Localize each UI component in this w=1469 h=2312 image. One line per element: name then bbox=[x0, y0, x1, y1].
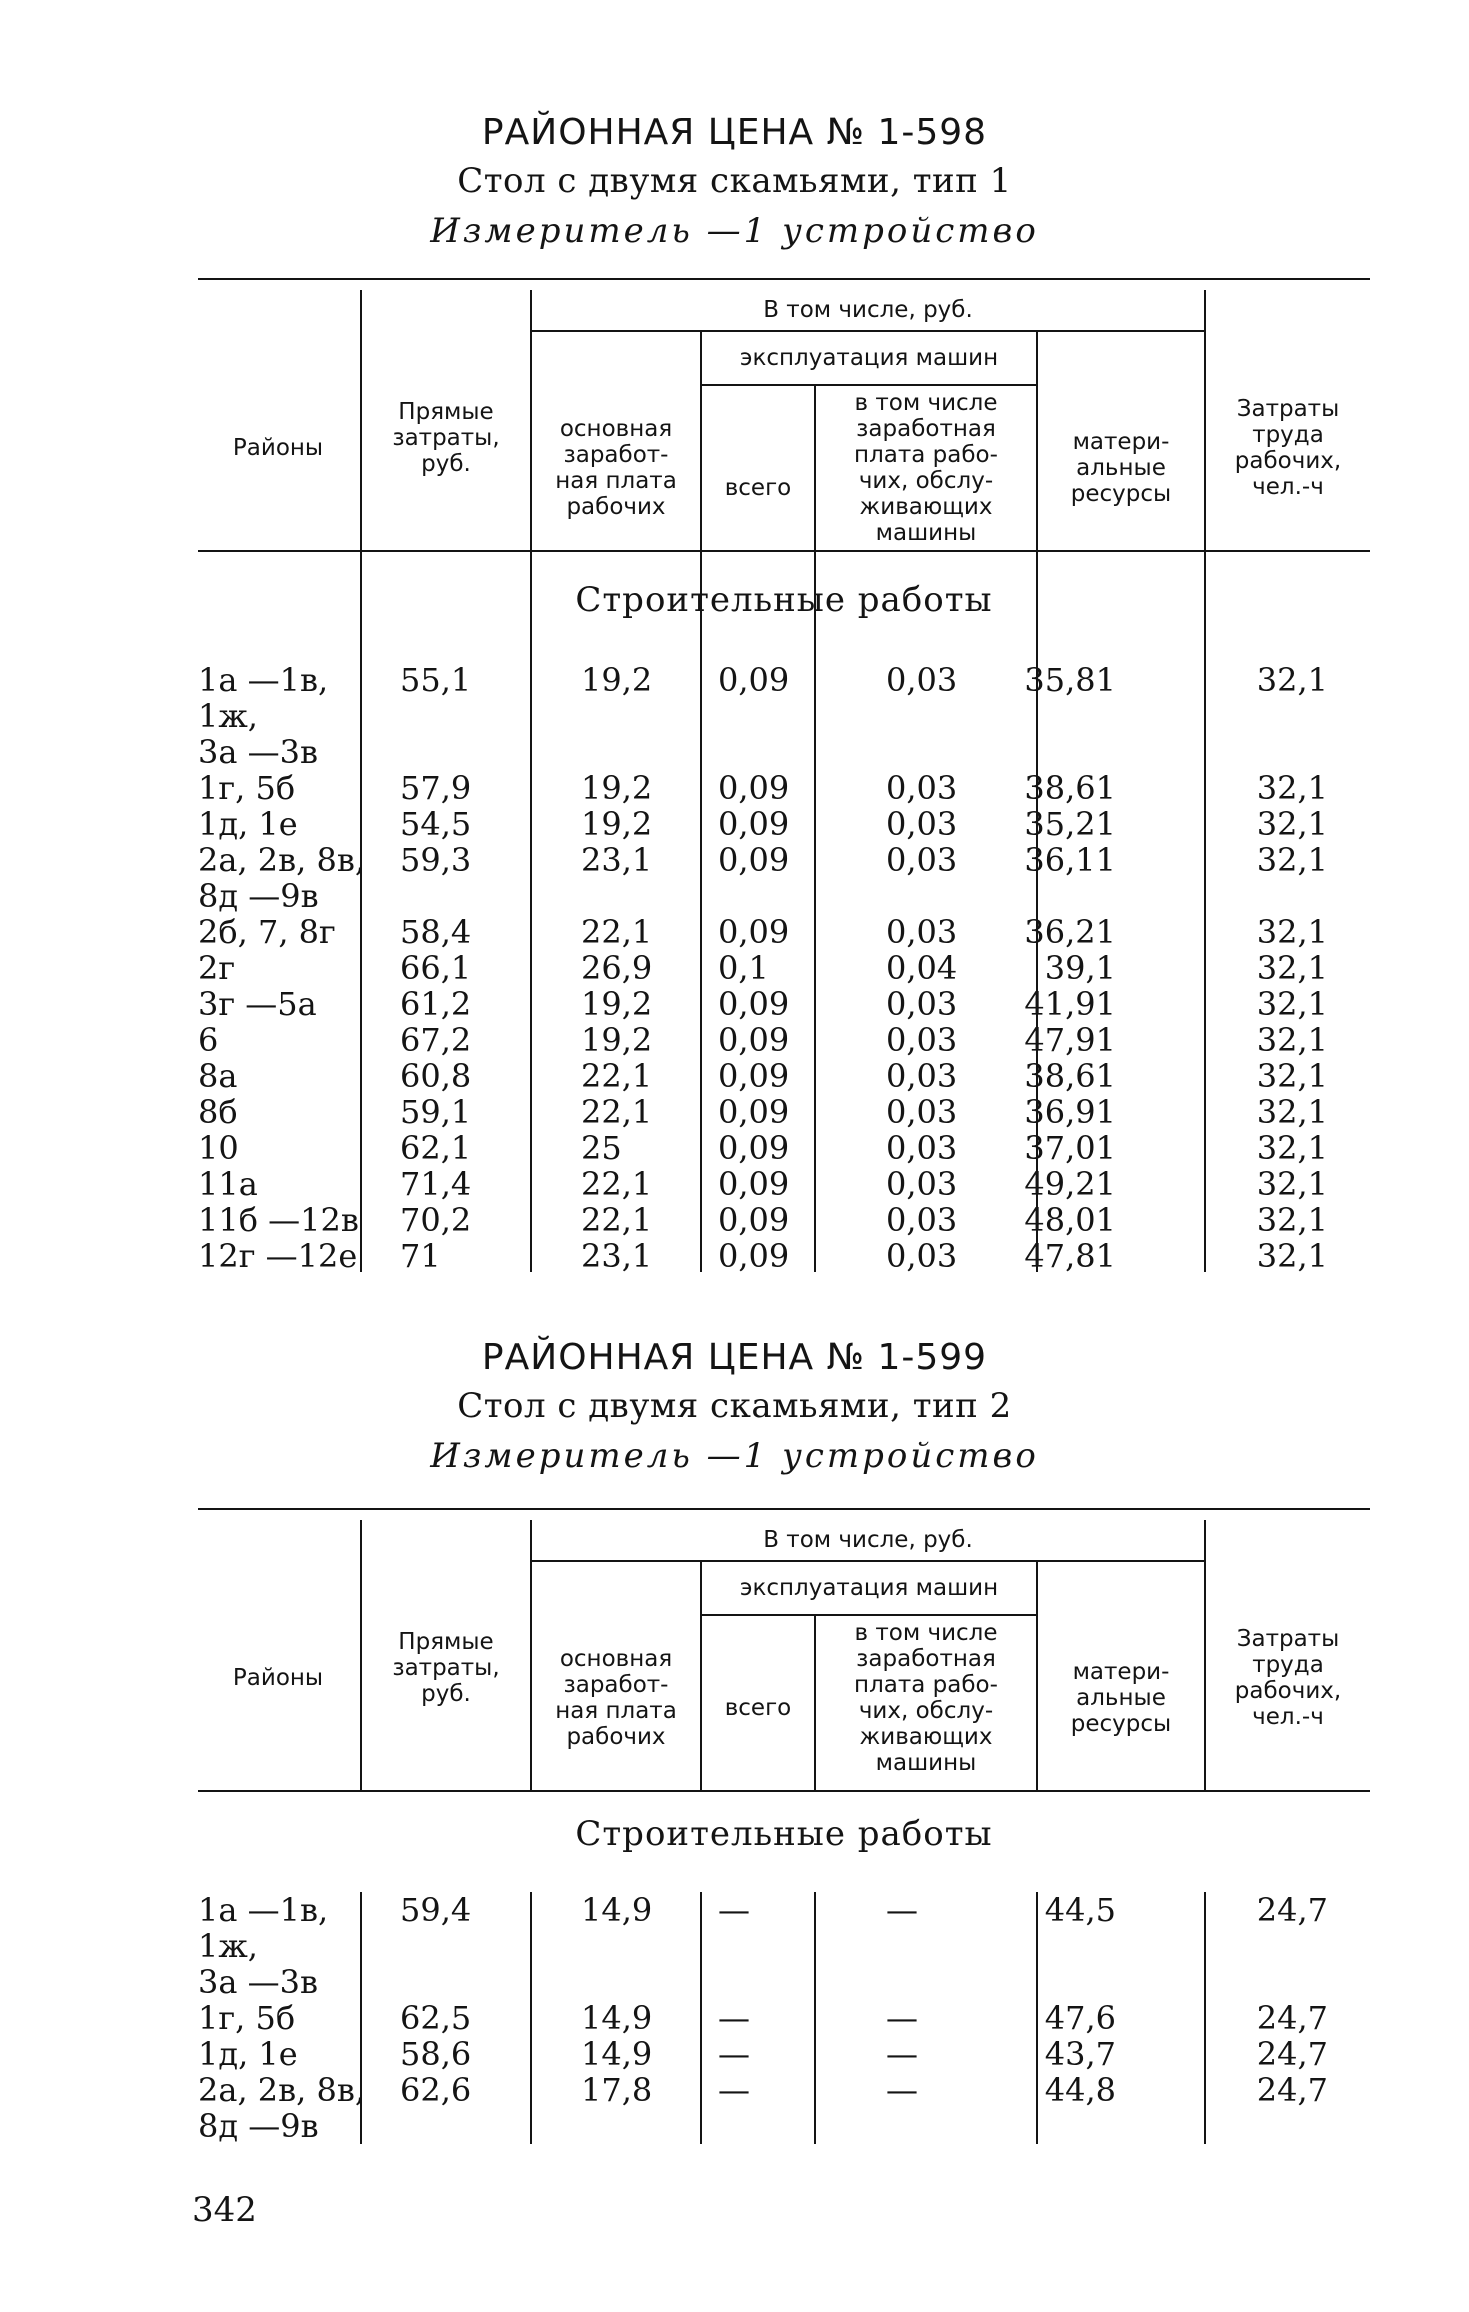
machines-total-cell: 0,09 bbox=[718, 661, 790, 699]
wage-cell: 19,2 bbox=[581, 769, 653, 807]
wage-cell: 23,1 bbox=[581, 841, 653, 879]
labor-cell: 32,1 bbox=[1256, 661, 1328, 699]
region-cell: 8д —9в bbox=[198, 2107, 319, 2145]
region-cell: 8б bbox=[198, 1093, 238, 1131]
machines-total-cell: — bbox=[718, 2071, 750, 2109]
machines-wage-cell: 0,03 bbox=[886, 661, 958, 699]
labor-cell: 32,1 bbox=[1256, 769, 1328, 807]
table-row bbox=[198, 770, 1370, 806]
wage-cell: 14,9 bbox=[581, 2035, 653, 2073]
table-row bbox=[198, 914, 1370, 950]
machines-underline bbox=[702, 384, 1036, 386]
table-row bbox=[198, 806, 1370, 842]
machines-wage-cell: — bbox=[886, 2071, 918, 2109]
wage-cell: 19,2 bbox=[581, 661, 653, 699]
machines-total-cell: 0,09 bbox=[718, 1201, 790, 1239]
region-cell: 1г, 5б bbox=[198, 1999, 296, 2037]
materials-cell: 48,01 bbox=[1024, 1201, 1116, 1239]
direct-cost-cell: 59,4 bbox=[400, 1891, 472, 1929]
price2-section-title: Строительные работы bbox=[575, 1814, 993, 1854]
materials-cell: 44,8 bbox=[1044, 2071, 1116, 2109]
materials-cell: 35,81 bbox=[1024, 661, 1116, 699]
labor-cell: 32,1 bbox=[1256, 985, 1328, 1023]
direct-cost-cell: 58,4 bbox=[400, 913, 472, 951]
wage-cell: 22,1 bbox=[581, 1201, 653, 1239]
table-row bbox=[198, 662, 1370, 698]
materials-cell: 47,81 bbox=[1024, 1237, 1116, 1275]
direct-cost-cell: 71 bbox=[400, 1237, 441, 1275]
price1-rows bbox=[198, 662, 1370, 1274]
materials-cell: 44,5 bbox=[1044, 1891, 1116, 1929]
table-row bbox=[198, 2036, 1370, 2072]
page-number: 342 bbox=[192, 2190, 257, 2230]
region-cell: 2а, 2в, 8в, bbox=[198, 841, 366, 879]
header-wage: основная заработ- ная плата рабочих bbox=[555, 1646, 677, 1750]
header-including: В том числе, руб. bbox=[763, 297, 973, 323]
table-row bbox=[198, 698, 1370, 734]
table-row bbox=[198, 986, 1370, 1022]
region-cell: 1а —1в, bbox=[198, 661, 329, 699]
machines-total-cell: 0,1 bbox=[718, 949, 769, 987]
machines-wage-cell: 0,03 bbox=[886, 1093, 958, 1131]
direct-cost-cell: 67,2 bbox=[400, 1021, 472, 1059]
materials-cell: 47,6 bbox=[1044, 1999, 1116, 2037]
price1-title: РАЙОННАЯ ЦЕНА № 1-598 bbox=[481, 112, 988, 153]
materials-cell: 38,61 bbox=[1024, 769, 1116, 807]
price2-title: РАЙОННАЯ ЦЕНА № 1-599 bbox=[481, 1337, 988, 1378]
header-bottom-rule bbox=[198, 550, 1370, 552]
incl-underline bbox=[532, 1560, 1204, 1562]
table-row bbox=[198, 1094, 1370, 1130]
header-machines: эксплуатация машин bbox=[739, 345, 999, 371]
price1-measure: Измеритель —1 устройство bbox=[430, 211, 1039, 251]
region-cell: 12г —12е bbox=[198, 1237, 358, 1275]
materials-cell: 37,01 bbox=[1024, 1129, 1116, 1167]
machines-total-cell: 0,09 bbox=[718, 985, 790, 1023]
direct-cost-cell: 59,1 bbox=[400, 1093, 472, 1131]
header-labor: Затраты труда рабочих, чел.-ч bbox=[1234, 1626, 1342, 1730]
price2-subtitle: Стол с двумя скамьями, тип 2 bbox=[457, 1386, 1012, 1426]
direct-cost-cell: 58,6 bbox=[400, 2035, 472, 2073]
table-row bbox=[198, 734, 1370, 770]
wage-cell: 19,2 bbox=[581, 1021, 653, 1059]
machines-wage-cell: — bbox=[886, 1999, 918, 2037]
machines-wage-cell: 0,03 bbox=[886, 805, 958, 843]
labor-cell: 32,1 bbox=[1256, 1021, 1328, 1059]
direct-cost-cell: 66,1 bbox=[400, 949, 472, 987]
header-materials: матери- альные ресурсы bbox=[1070, 1659, 1172, 1737]
machines-total-cell: 0,09 bbox=[718, 1057, 790, 1095]
machines-wage-cell: 0,03 bbox=[886, 913, 958, 951]
table-row bbox=[198, 842, 1370, 878]
header-machines-total: всего bbox=[724, 1695, 792, 1721]
header-regions: Районы bbox=[232, 1665, 324, 1691]
header-materials: матери- альные ресурсы bbox=[1070, 429, 1172, 507]
wage-cell: 14,9 bbox=[581, 1999, 653, 2037]
price2-measure: Измеритель —1 устройство bbox=[430, 1436, 1039, 1476]
direct-cost-cell: 70,2 bbox=[400, 1201, 472, 1239]
price2-rows bbox=[198, 1892, 1370, 2144]
machines-total-cell: 0,09 bbox=[718, 1165, 790, 1203]
machines-wage-cell: 0,03 bbox=[886, 1201, 958, 1239]
header-machines-total: всего bbox=[724, 475, 792, 501]
table-row bbox=[198, 1238, 1370, 1274]
direct-cost-cell: 62,6 bbox=[400, 2071, 472, 2109]
region-cell: 3а —3в bbox=[198, 1963, 318, 2001]
direct-cost-cell: 62,5 bbox=[400, 1999, 472, 2037]
materials-cell: 47,91 bbox=[1024, 1021, 1116, 1059]
table-row bbox=[198, 2108, 1370, 2144]
header-wage: основная заработ- ная плата рабочих bbox=[555, 416, 677, 520]
machines-total-cell: 0,09 bbox=[718, 1021, 790, 1059]
table-top-rule bbox=[198, 278, 1370, 280]
region-cell: 11б —12в bbox=[198, 1201, 359, 1239]
labor-cell: 32,1 bbox=[1256, 1057, 1328, 1095]
table-row bbox=[198, 950, 1370, 986]
labor-cell: 32,1 bbox=[1256, 913, 1328, 951]
region-cell: 1ж, bbox=[198, 1927, 258, 1965]
table-row bbox=[198, 2000, 1370, 2036]
labor-cell: 32,1 bbox=[1256, 1201, 1328, 1239]
machines-total-cell: — bbox=[718, 1891, 750, 1929]
region-cell: 1д, 1е bbox=[198, 2035, 298, 2073]
labor-cell: 32,1 bbox=[1256, 1237, 1328, 1275]
direct-cost-cell: 61,2 bbox=[400, 985, 472, 1023]
header-direct-costs: Прямые затраты, руб. bbox=[392, 1629, 500, 1707]
machines-wage-cell: 0,03 bbox=[886, 769, 958, 807]
direct-cost-cell: 71,4 bbox=[400, 1165, 472, 1203]
direct-cost-cell: 59,3 bbox=[400, 841, 472, 879]
labor-cell: 24,7 bbox=[1256, 2035, 1328, 2073]
region-cell: 2б, 7, 8г bbox=[198, 913, 336, 951]
header-bottom-rule bbox=[198, 1790, 1370, 1792]
region-cell: 2г bbox=[198, 949, 236, 987]
wage-cell: 22,1 bbox=[581, 1165, 653, 1203]
region-cell: 8д —9в bbox=[198, 877, 319, 915]
labor-cell: 32,1 bbox=[1256, 805, 1328, 843]
machines-underline bbox=[702, 1614, 1036, 1616]
machines-total-cell: 0,09 bbox=[718, 1237, 790, 1275]
labor-cell: 24,7 bbox=[1256, 2071, 1328, 2109]
machines-total-cell: 0,09 bbox=[718, 1093, 790, 1131]
table-row bbox=[198, 1166, 1370, 1202]
wage-cell: 26,9 bbox=[581, 949, 653, 987]
region-cell: 1г, 5б bbox=[198, 769, 296, 807]
wage-cell: 19,2 bbox=[581, 805, 653, 843]
wage-cell: 22,1 bbox=[581, 1093, 653, 1131]
machines-wage-cell: 0,03 bbox=[886, 1129, 958, 1167]
materials-cell: 49,21 bbox=[1024, 1165, 1116, 1203]
table-row bbox=[198, 2072, 1370, 2108]
table-row bbox=[198, 1892, 1370, 1928]
machines-total-cell: 0,09 bbox=[718, 841, 790, 879]
materials-cell: 41,91 bbox=[1024, 985, 1116, 1023]
region-cell: 1ж, bbox=[198, 697, 258, 735]
machines-wage-cell: 0,03 bbox=[886, 1057, 958, 1095]
price1-heading bbox=[0, 110, 1469, 256]
wage-cell: 14,9 bbox=[581, 1891, 653, 1929]
labor-cell: 32,1 bbox=[1256, 949, 1328, 987]
region-cell: 6 bbox=[198, 1021, 219, 1059]
labor-cell: 32,1 bbox=[1256, 1129, 1328, 1167]
price1-section-title: Строительные работы bbox=[575, 580, 993, 620]
header-regions: Районы bbox=[232, 435, 324, 461]
machines-wage-cell: 0,03 bbox=[886, 841, 958, 879]
labor-cell: 24,7 bbox=[1256, 1999, 1328, 2037]
region-cell: 11а bbox=[198, 1165, 258, 1203]
materials-cell: 36,91 bbox=[1024, 1093, 1116, 1131]
machines-total-cell: — bbox=[718, 2035, 750, 2073]
machines-total-cell: 0,09 bbox=[718, 805, 790, 843]
region-cell: 8а bbox=[198, 1057, 238, 1095]
table-top-rule bbox=[198, 1508, 1370, 1510]
price2-heading bbox=[0, 1335, 1469, 1481]
wage-cell: 22,1 bbox=[581, 1057, 653, 1095]
materials-cell: 39,1 bbox=[1044, 949, 1116, 987]
direct-cost-cell: 60,8 bbox=[400, 1057, 472, 1095]
region-cell: 1а —1в, bbox=[198, 1891, 329, 1929]
labor-cell: 32,1 bbox=[1256, 1093, 1328, 1131]
machines-total-cell: — bbox=[718, 1999, 750, 2037]
table-row bbox=[198, 1202, 1370, 1238]
machines-wage-cell: 0,04 bbox=[886, 949, 958, 987]
materials-cell: 38,61 bbox=[1024, 1057, 1116, 1095]
machines-total-cell: 0,09 bbox=[718, 913, 790, 951]
table-row bbox=[198, 1058, 1370, 1094]
wage-cell: 23,1 bbox=[581, 1237, 653, 1275]
machines-total-cell: 0,09 bbox=[718, 1129, 790, 1167]
machines-wage-cell: 0,03 bbox=[886, 1021, 958, 1059]
materials-cell: 36,11 bbox=[1024, 841, 1116, 879]
table-row bbox=[198, 1130, 1370, 1166]
table-row bbox=[198, 1964, 1370, 2000]
region-cell: 3г —5а bbox=[198, 985, 317, 1023]
wage-cell: 22,1 bbox=[581, 913, 653, 951]
machines-wage-cell: 0,03 bbox=[886, 1165, 958, 1203]
header-machines-wage: в том числе зарабoтная плата рабо- чих, обслу- живающих машины bbox=[854, 390, 998, 546]
labor-cell: 32,1 bbox=[1256, 841, 1328, 879]
header-direct-costs: Прямые затраты, руб. bbox=[392, 399, 500, 477]
header-machines-wage: в том числе зарабoтная плата рабо- чих, обслу- живающих машины bbox=[854, 1620, 998, 1776]
table-row bbox=[198, 1928, 1370, 1964]
price2-table bbox=[198, 1508, 1370, 2168]
direct-cost-cell: 55,1 bbox=[400, 661, 472, 699]
labor-cell: 24,7 bbox=[1256, 1891, 1328, 1929]
materials-cell: 43,7 bbox=[1044, 2035, 1116, 2073]
region-cell: 1д, 1е bbox=[198, 805, 298, 843]
region-cell: 2а, 2в, 8в, bbox=[198, 2071, 366, 2109]
price1-subtitle: Стол с двумя скамьями, тип 1 bbox=[457, 161, 1012, 201]
region-cell: 10 bbox=[198, 1129, 239, 1167]
direct-cost-cell: 57,9 bbox=[400, 769, 472, 807]
machines-wage-cell: 0,03 bbox=[886, 985, 958, 1023]
table-row bbox=[198, 1022, 1370, 1058]
machines-wage-cell: — bbox=[886, 1891, 918, 1929]
wage-cell: 19,2 bbox=[581, 985, 653, 1023]
wage-cell: 25 bbox=[581, 1129, 622, 1167]
labor-cell: 32,1 bbox=[1256, 1165, 1328, 1203]
header-machines: эксплуатация машин bbox=[739, 1575, 999, 1601]
materials-cell: 35,21 bbox=[1024, 805, 1116, 843]
table-row bbox=[198, 878, 1370, 914]
direct-cost-cell: 54,5 bbox=[400, 805, 472, 843]
machines-wage-cell: — bbox=[886, 2035, 918, 2073]
direct-cost-cell: 62,1 bbox=[400, 1129, 472, 1167]
wage-cell: 17,8 bbox=[581, 2071, 653, 2109]
materials-cell: 36,21 bbox=[1024, 913, 1116, 951]
machines-total-cell: 0,09 bbox=[718, 769, 790, 807]
header-including: В том числе, руб. bbox=[763, 1527, 973, 1553]
price1-table bbox=[198, 278, 1370, 1298]
incl-underline bbox=[532, 330, 1204, 332]
machines-wage-cell: 0,03 bbox=[886, 1237, 958, 1275]
header-labor: Затраты труда рабочих, чел.-ч bbox=[1234, 396, 1342, 500]
region-cell: 3а —3в bbox=[198, 733, 318, 771]
